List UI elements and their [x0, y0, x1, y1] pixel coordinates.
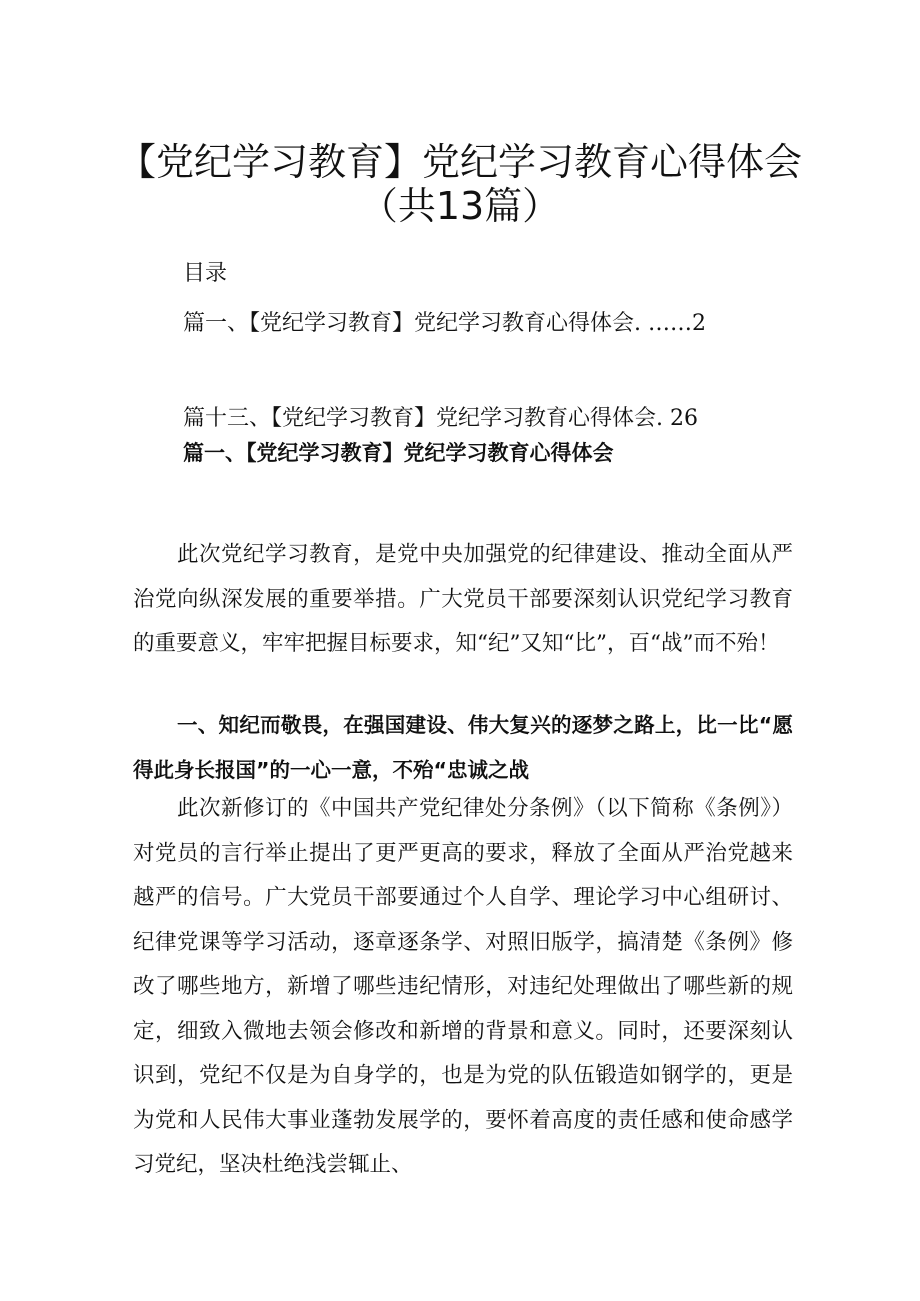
body-paragraph: 此次新修订的《中国共产党纪律处分条例》（以下简称《条例》）对党员的言行举止提出了更严更高的要求，释放了全面从严治党越来越严的信号。广大党员干部要通过个人自学、理论学习中心组研讨、纪律党课等学习活动，逐章逐条学、对照旧版学，搞清楚《条例》修改了哪些地方，新增了哪些违纪情形，对违纪处理做出了哪些新的规定，细致入微地去领会修改和新增的背景和意义。同时，还要深刻认识到，党纪不仅是为自身学的，也是为党的队伍锻造如钢学的，更是为党和人民伟大事业蓬勃发展学的，要怀着高度的责任感和使命感学习党纪，坚决杜绝浅尝辄止、	[133, 796, 793, 1177]
document-title-line2: （共13篇）	[359, 184, 561, 228]
subheading-paragraph: 一、知纪而敬畏，在强国建设、伟大复兴的逐梦之路上，比一比“愿得此身长报国”的一心一意，不殆“忠诚之战	[133, 713, 793, 782]
body-paragraph: 此次党纪学习教育，是党中央加强党的纪律建设、推动全面从严治党向纵深发展的重要举措。广大党员干部要深刻认识党纪学习教育的重要意义，牢牢把握目标要求，知“纪”又知“比”，百“战”而不殆！	[133, 542, 793, 656]
toc-item[interactable]: 篇一、【党纪学习教育】党纪学习教育心得体会. ……2	[183, 311, 706, 336]
toc-heading: 目录	[183, 261, 228, 286]
toc-item[interactable]: 篇十三、【党纪学习教育】党纪学习教育心得体会. 26	[183, 406, 698, 431]
section-title: 篇一、【党纪学习教育】党纪学习教育心得体会	[183, 441, 614, 465]
document-title-line1: 【党纪学习教育】党纪学习教育心得体会	[117, 140, 802, 184]
